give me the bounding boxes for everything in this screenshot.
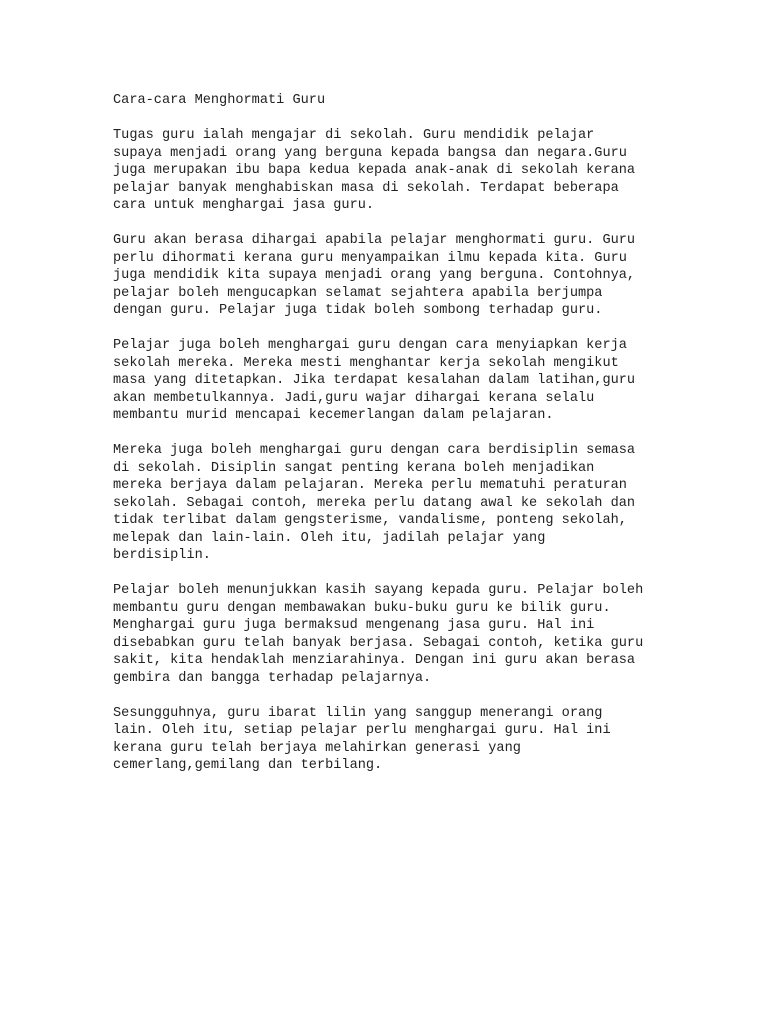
text-line: Mereka juga boleh menghargai guru dengan cara berdisiplin semasa	[113, 443, 636, 458]
document-title: Cara-cara Menghormati Guru	[113, 93, 326, 108]
text-line: membantu guru dengan membawakan buku-buku guru ke bilik guru.	[113, 600, 611, 616]
text-line: Guru akan berasa dihargai apabila pelajar menghormati guru. Guru	[113, 233, 636, 248]
text-line: dengan guru. Pelajar juga tidak boleh sombong terhadap guru.	[113, 303, 603, 318]
text-line: masa yang ditetapkan. Jika terdapat kesalahan dalam latihan,guru	[113, 373, 636, 388]
paragraph-6	[113, 705, 673, 775]
text-line: mereka berjaya dalam pelajaran. Mereka perlu mematuhi peraturan	[113, 478, 627, 493]
text-line: juga mendidik kita supaya menjadi orang yang berguna. Contohnya,	[113, 268, 636, 283]
paragraph-2	[113, 232, 673, 320]
text-line: cara untuk menghargai jasa guru.	[113, 198, 375, 213]
text-line: lain. Oleh itu, setiap pelajar perlu menghargai guru. Hal ini	[113, 723, 611, 738]
paragraph-1	[113, 127, 673, 215]
text-line: sekolah mereka. Mereka mesti menghantar kerja sekolah mengikut	[113, 355, 619, 371]
text-line: tidak terlibat dalam gengsterisme, vandalisme, ponteng sekolah,	[113, 513, 627, 528]
document-body	[113, 92, 673, 792]
paragraph-4	[113, 442, 673, 565]
text-line: gembira dan bangga terhadap pelajarnya.	[113, 670, 432, 686]
text-line: perlu dihormati kerana guru menyampaikan ilmu kepada kita. Guru	[113, 250, 627, 266]
text-line: disebabkan guru telah banyak berjasa. Sebagai contoh, ketika guru	[113, 635, 644, 651]
text-line: di sekolah. Disiplin sangat penting kerana boleh menjadikan	[113, 460, 595, 476]
text-line: akan membetulkannya. Jadi,guru wajar dihargai kerana selalu	[113, 390, 595, 406]
text-line: sakit, kita hendaklah menziarahinya. Dengan ini guru akan berasa	[113, 653, 636, 668]
text-line: pelajar boleh mengucapkan selamat sejahtera apabila berjumpa	[113, 285, 603, 301]
text-line: membantu murid mencapai kecemerlangan dalam pelajaran.	[113, 408, 554, 423]
text-line: Sesungguhnya, guru ibarat lilin yang sanggup menerangi orang	[113, 705, 603, 721]
paragraph-5	[113, 582, 673, 687]
text-line: sekolah. Sebagai contoh, mereka perlu datang awal ke sekolah dan	[113, 495, 636, 511]
text-line: Menghargai guru juga bermaksud mengenang jasa guru. Hal ini	[113, 618, 595, 633]
text-line: berdisiplin.	[113, 548, 211, 563]
text-line: Tugas guru ialah mengajar di sekolah. Guru mendidik pelajar	[113, 128, 595, 143]
text-line: kerana guru telah berjaya melahirkan generasi yang	[113, 740, 521, 756]
paragraph-3	[113, 337, 673, 425]
text-line: supaya menjadi orang yang berguna kepada bangsa dan negara.Guru	[113, 145, 627, 161]
text-line: pelajar banyak menghabiskan masa di sekolah. Terdapat beberapa	[113, 180, 619, 196]
text-line: Pelajar boleh menunjukkan kasih sayang kepada guru. Pelajar boleh	[113, 583, 644, 598]
text-line: cemerlang,gemilang dan terbilang.	[113, 758, 383, 773]
text-line: Pelajar juga boleh menghargai guru dengan cara menyiapkan kerja	[113, 338, 627, 353]
text-line: melepak dan lain-lain. Oleh itu, jadilah pelajar yang	[113, 530, 546, 546]
text-line: juga merupakan ibu bapa kedua kepada anak-anak di sekolah kerana	[113, 163, 636, 178]
